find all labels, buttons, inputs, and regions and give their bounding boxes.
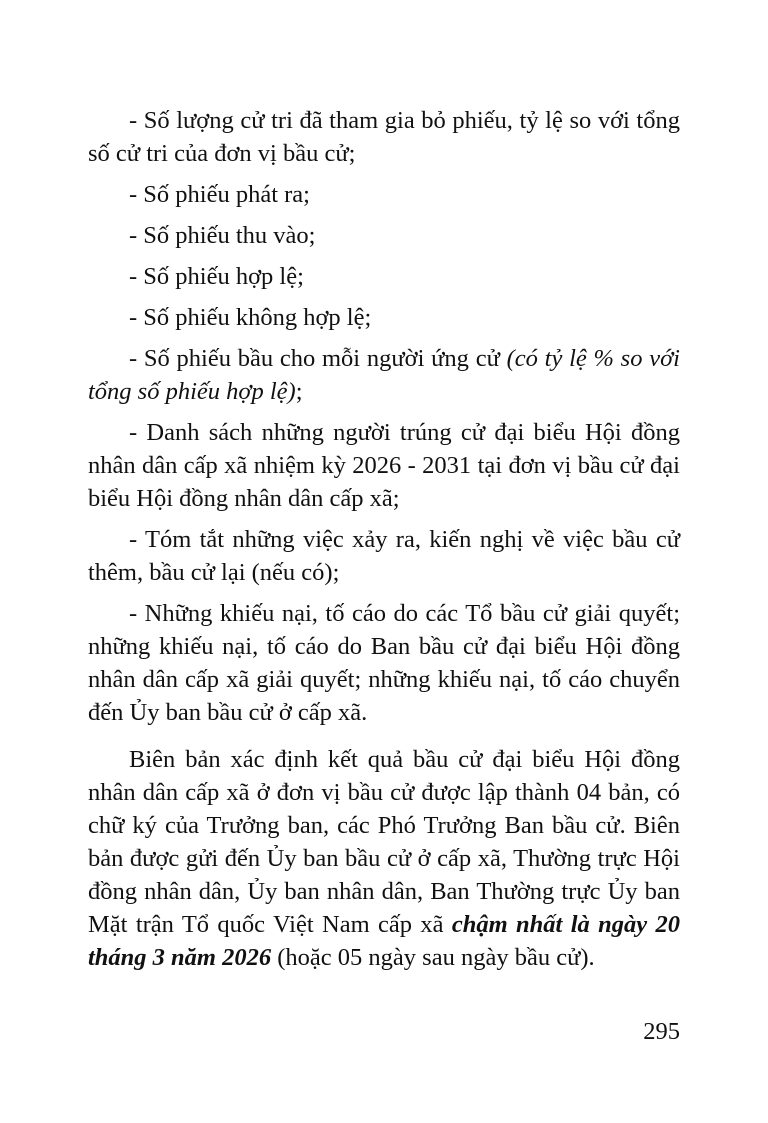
list-item-text: - Số phiếu phát ra;	[129, 181, 310, 208]
page-number: 295	[643, 1018, 680, 1045]
document-body	[88, 104, 680, 982]
list-item-text: - Số phiếu bầu cho mỗi người ứng cử	[129, 345, 507, 372]
list-item-complaints	[88, 597, 680, 729]
list-item-text: - Danh sách những người trúng cử đại biểu Hội đồng nhân dân cấp xã nhiệm kỳ 2026 - 2031 tại đơn vị bầu cử đại biểu Hội đồng nhân dân cấp xã;	[88, 419, 680, 512]
list-item-ballots-issued	[88, 178, 680, 211]
list-item-votes-per-candidate	[88, 342, 680, 408]
closing-text: Biên bản xác định kết quả bầu cử đại biểu Hội đồng nhân dân cấp xã ở đơn vị bầu cử được lập thành 04 bản, có chữ ký của Trưởng ban, các Phó Trưởng Ban bầu cử. Biên bản được gửi đến Ủy ban bầu cử ở cấp xã, Thường trực Hội đồng nhân dân, Ủy ban nhân dân, Ban Thường trực Ủy ban Mặt trận Tổ quốc Việt Nam cấp xã	[88, 746, 680, 938]
list-item-invalid-ballots	[88, 301, 680, 334]
deadline-emphasis: chậm nhất là ngày 20 tháng 3 năm 2026	[88, 911, 680, 971]
list-item-text: - Số lượng cử tri đã tham gia bỏ phiếu, tỷ lệ so với tổng số cử tri của đơn vị bầu cử;	[88, 107, 680, 167]
list-item-valid-ballots	[88, 260, 680, 293]
list-item-summary-events	[88, 523, 680, 589]
list-item-text: - Số phiếu không hợp lệ;	[129, 304, 372, 331]
list-item-end: ;	[295, 378, 303, 405]
italic-note: (có tỷ lệ % so với tổng số phiếu hợp lệ)	[88, 345, 680, 405]
list-item-ballots-collected	[88, 219, 680, 252]
list-item-elected-list	[88, 416, 680, 515]
list-item-text: - Số phiếu thu vào;	[129, 222, 316, 249]
closing-paragraph	[88, 743, 680, 974]
list-item-text: - Số phiếu hợp lệ;	[129, 263, 304, 290]
closing-text-end: (hoặc 05 ngày sau ngày bầu cử).	[271, 944, 595, 971]
list-item-text: - Những khiếu nại, tố cáo do các Tổ bầu cử giải quyết; những khiếu nại, tố cáo do Ban bầu cử đại biểu Hội đồng nhân dân cấp xã giải quyết; những khiếu nại, tố cáo chuyển đến Ủy ban bầu cử ở cấp xã.	[88, 600, 680, 726]
list-item-text: - Tóm tắt những việc xảy ra, kiến nghị về việc bầu cử thêm, bầu cử lại (nếu có);	[88, 526, 680, 586]
list-item-voter-participation	[88, 104, 680, 170]
